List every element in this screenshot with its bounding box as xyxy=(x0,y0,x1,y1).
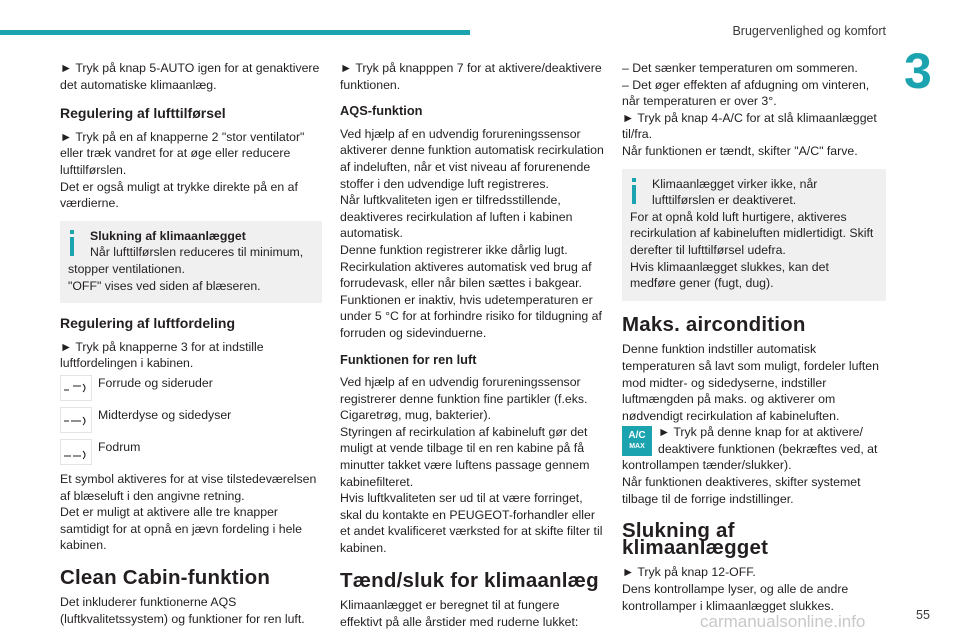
windscreen-airflow-icon xyxy=(60,375,92,401)
paragraph: Denne funktion indstiller automatisk temperaturen så lavt som muligt, fordeler luften mod midter- og sidedyserne, indstiller luftmængden på maks. og aktiverer om nødvendigt recirkulation af kabineluften. xyxy=(622,342,879,423)
info-icon xyxy=(632,178,636,204)
ac-max-label-top: A/C xyxy=(628,430,646,442)
note-text: Hvis klimaanlægget slukkes, kan det medføre gener (fugt, dug). xyxy=(630,259,829,291)
paragraph: ► Tryk på knapppen 7 for at aktivere/deaktivere funktionen. xyxy=(340,61,602,92)
section-heading: Regulering af lufttilførsel xyxy=(60,105,226,122)
paragraph: ► Tryk på en af knapperne 2 "stor ventilator" eller træk vandret for at øge eller reducere lufttilførslen. xyxy=(60,129,305,177)
info-icon xyxy=(70,230,74,256)
paragraph: Det er muligt at aktivere alle tre knapper samtidigt for at opnå en jævn fordeling i hele kabinen. xyxy=(60,505,302,553)
note-text: lufttilførslen er deaktiveret. xyxy=(652,193,797,208)
note-title: Slukning af klimaanlægget xyxy=(90,228,246,243)
page-number: 55 xyxy=(916,608,930,622)
airflow-option xyxy=(60,439,322,465)
note-text: Når lufttilførslen reduceres til minimum, xyxy=(90,245,304,260)
paragraph: ► Tryk på knap 4-A/C for at slå klimaanlægget til/fra. xyxy=(622,110,877,142)
paragraph: Når funktionen deaktiveres, skifter systemet tilbage til de forrige indstillinger. xyxy=(622,475,861,506)
ac-max-button-icon xyxy=(622,426,652,456)
dashboard-airflow-icon xyxy=(60,407,92,433)
section-heading-large: Clean Cabin-funktion xyxy=(60,565,271,589)
airflow-option-label: Forrude og sideruder xyxy=(98,375,213,390)
page-header-title: Brugervenlighed og komfort xyxy=(732,24,886,38)
paragraph: Denne funktion registrerer ikke dårlig lugt. xyxy=(340,242,568,257)
paragraph: Klimaanlægget er beregnet til at fungere effektivt på alle årstider med ruderne lukket: xyxy=(340,598,579,629)
paragraph: Dens kontrollampe lyser, og alle de andre kontrollamper i klimaanlægget slukkes. xyxy=(622,582,849,613)
note-text: "OFF" vises ved siden af blæseren. xyxy=(68,278,261,293)
paragraph: ► Tryk på knap 5-AUTO igen for at genaktivere det automatiske klimaanlæg. xyxy=(60,61,320,92)
paragraph: Recirkulation aktiveres automatisk ved brug af forrudevask, eller når bilen sættes i bakgear. xyxy=(340,259,592,291)
note-text: Klimaanlægget virker ikke, når xyxy=(652,176,818,191)
paragraph: ► Tryk på knapperne 3 for at indstille luftfordelingen i kabinen. xyxy=(60,339,264,371)
paragraph: Et symbol aktiveres for at vise tilstedeværelsen af blæseluft i den angivne retning. xyxy=(60,471,317,503)
note-text: For at opnå kold luft hurtigere, aktiveres recirkulation af kabineluften midlertidigt. Skift derefter til lufttilførsel udefra. xyxy=(630,209,874,257)
airflow-option xyxy=(60,407,322,433)
airflow-option-label: Midterdyse og sidedyser xyxy=(98,407,232,422)
section-heading: AQS-funktion xyxy=(340,103,423,119)
paragraph: Styringen af recirkulation af kabineluft gør det muligt at vende tilbage til en ren kabine på få minutter takket være luftens passage gennem kabinefilteret. xyxy=(340,424,590,489)
column-3 xyxy=(622,60,886,623)
header-accent-bar xyxy=(0,30,470,35)
paragraph: Ved hjælp af en udvendig forureningssensor registrerer denne funktion fine partikler (f.eks. Cigaretrøg, mug, bakterier). xyxy=(340,375,588,423)
paragraph: ► Tryk på denne knap for at aktivere/ deaktivere funktionen (bekræftes ved, at kontrollampen tænder/slukker). xyxy=(622,425,878,473)
paragraph: Funktionen er inaktiv, hvis udetemperaturen er under 5 °C for at forhindre risiko for tildugning af forruden og sidevinduerne. xyxy=(340,292,602,340)
paragraph: Hvis luftkvaliteten ser ud til at være forringet, skal du kontakte en PEUGEOT-forhandler eller et andet kvalificeret værksted for at skifte filter til kabinen. xyxy=(340,491,603,556)
list-item: – Det sænker temperaturen om sommeren. xyxy=(622,61,858,75)
watermark: carmanualsonline.info xyxy=(700,612,866,631)
paragraph: Når luftkvaliteten igen er tilfredsstillende, deaktiveres recirkulation af luften i kabinen automatisk. xyxy=(340,193,573,241)
paragraph: Ved hjælp af en udvendig forureningssensor aktiverer denne funktion automatisk recirkulation af indeluften, når et vist niveau af forurenende stoffer i den udvendige luft registreres. xyxy=(340,126,604,191)
section-heading-large: Maks. aircondition xyxy=(622,312,806,336)
acmax-block xyxy=(622,424,886,474)
list-item: – Det øger effekten af afdugning om vinteren, når temperaturen er over 3°. xyxy=(622,77,870,109)
section-heading-large: Tænd/sluk for klimaanlæg xyxy=(340,568,599,592)
column-1 xyxy=(60,60,322,637)
info-note xyxy=(60,221,322,303)
section-heading: Regulering af luftfordeling xyxy=(60,315,235,332)
paragraph: Det er også muligt at trykke direkte på en af værdierne. xyxy=(60,179,298,211)
chapter-number: 3 xyxy=(904,43,932,99)
note-text: stopper ventilationen. xyxy=(68,261,185,276)
paragraph: Når funktionen er tændt, skifter "A/C" farve. xyxy=(622,143,858,158)
section-heading-large: Slukning af klimaanlægget xyxy=(622,519,769,559)
info-note xyxy=(622,169,886,301)
airflow-option-label: Fodrum xyxy=(98,439,141,454)
paragraph: ► Tryk på knap 12-OFF. xyxy=(622,565,756,580)
paragraph: Det inkluderer funktionerne AQS (luftkvalitetssystem) og funktioner for ren luft. xyxy=(60,595,305,627)
airflow-option xyxy=(60,375,322,401)
section-heading: Funktionen for ren luft xyxy=(340,351,477,367)
column-2 xyxy=(340,60,604,639)
footwell-airflow-icon xyxy=(60,439,92,465)
ac-max-label-bottom: MAX xyxy=(629,443,645,451)
